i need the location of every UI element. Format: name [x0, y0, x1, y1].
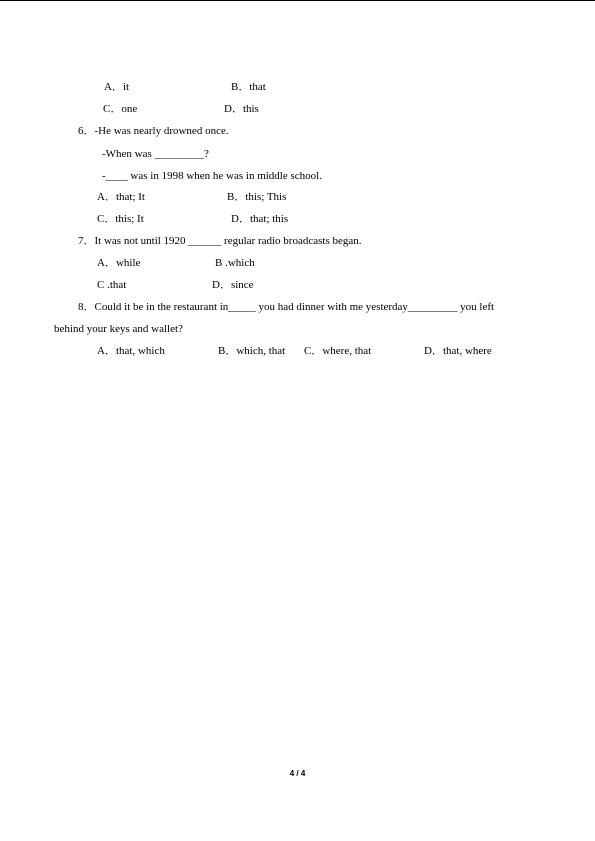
q5-option-a: A．it: [104, 81, 130, 93]
q7-option-d: D．since: [212, 279, 254, 291]
q6-line-3: -____ was in 1998 when he was in middle school.: [102, 170, 322, 182]
q6-option-c: C．this; It: [97, 213, 144, 225]
q8-option-a: A．that, which: [97, 345, 165, 357]
q8-stem: 8．Could it be in the restaurant in_____ you had dinner with me yesterday_________ you left: [78, 301, 495, 313]
q5-option-c: C．one: [103, 103, 138, 115]
q7-option-b: B .which: [215, 257, 255, 269]
page-number: 4 / 4: [289, 769, 306, 778]
q8-option-c: C．where, that: [304, 345, 372, 357]
q8-stem-continued: behind your keys and wallet?: [54, 323, 183, 335]
q6-option-b: B．this; This: [227, 191, 287, 203]
q6-option-d: D．that; this: [231, 213, 289, 225]
q7-stem: 7．It was not until 1920 ______ regular radio broadcasts began.: [78, 235, 362, 247]
q7-option-c: C .that: [97, 279, 127, 291]
q6-stem: 6．-He was nearly drowned once.: [78, 125, 229, 137]
q5-option-d: D．this: [224, 103, 259, 115]
q7-option-a: A．while: [97, 257, 141, 269]
q6-line-2: -When was _________?: [102, 148, 209, 160]
q6-option-a: A．that; It: [97, 191, 145, 203]
q5-option-b: B．that: [231, 81, 266, 93]
q8-option-b: B．which, that: [218, 345, 286, 357]
header-rule: [0, 0, 595, 1]
q8-option-d: D．that, where: [424, 345, 492, 357]
